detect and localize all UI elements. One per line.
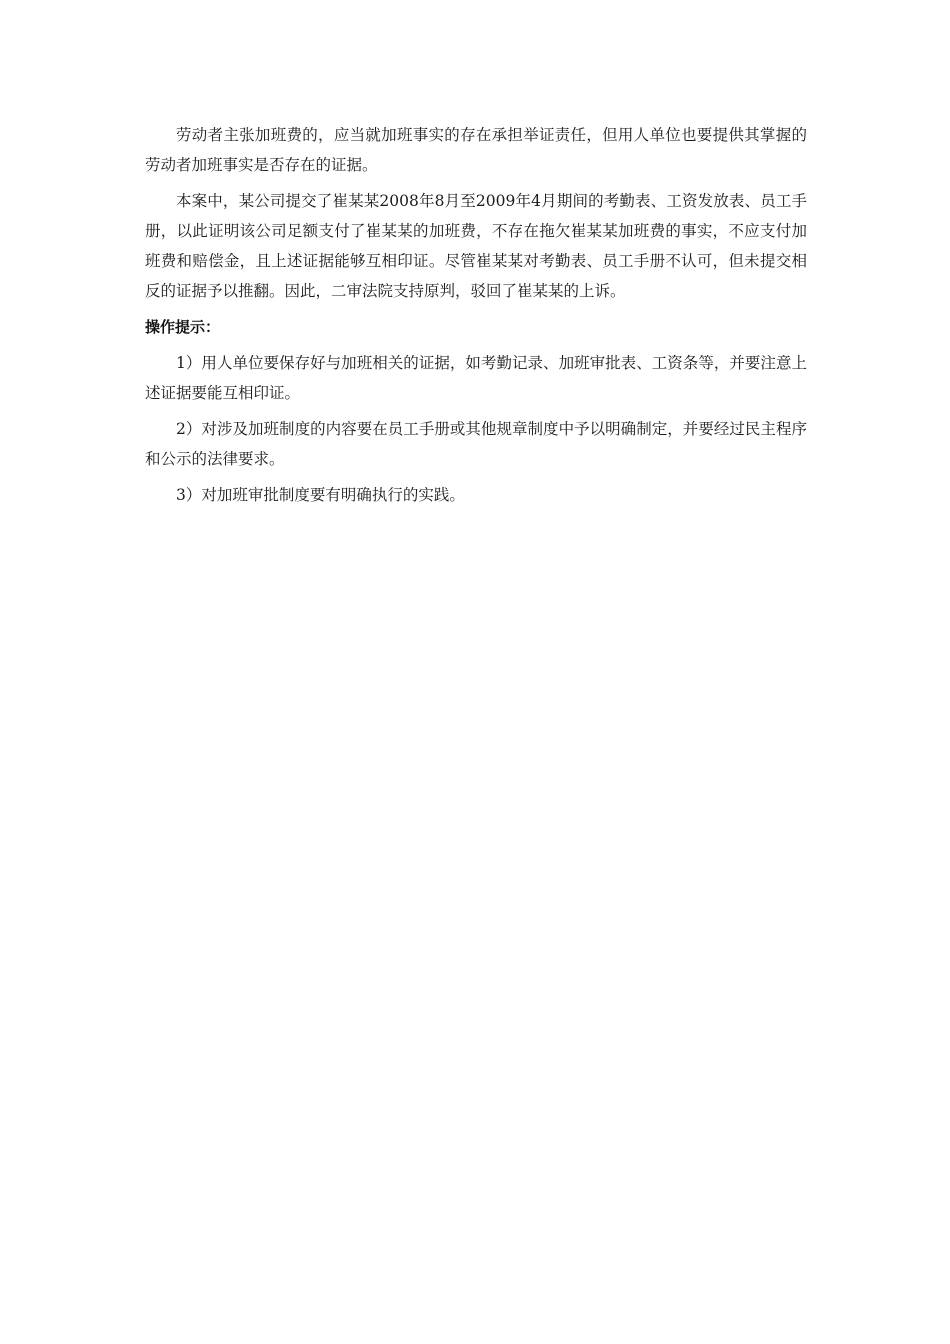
tip-item-3: 3）对加班审批制度要有明确执行的实践。 [176, 486, 465, 504]
paragraph-case-analysis: 本案中，某公司提交了崔某某2008年8月至2009年4月期间的考勤表、工资发放表、员工手册，以此证明该公司足额支付了崔某某的加班费，不存在拖欠崔某某加班费的事实，不应支付加班费和赔偿金，且上述证据能够互相印证。尽管崔某某对考勤表、员工手册不认可，但未提交相反的证据予以推翻。因此，二审法院支持原判，驳回了崔某某的上诉。 [145, 192, 807, 300]
paragraph-burden-of-proof: 劳动者主张加班费的，应当就加班事实的存在承担举证责任，但用人单位也要提供其掌握的劳动者加班事实是否存在的证据。 [145, 126, 807, 174]
tip-item-1: 1）用人单位要保存好与加班相关的证据，如考勤记录、加班审批表、工资条等，并要注意上述证据要能互相印证。 [145, 354, 807, 402]
tip-item-2: 2）对涉及加班制度的内容要在员工手册或其他规章制度中予以明确制定，并要经过民主程序和公示的法律要求。 [145, 420, 807, 468]
section-heading-operation-tips: 操作提示： [145, 318, 221, 336]
document-body [145, 120, 807, 516]
